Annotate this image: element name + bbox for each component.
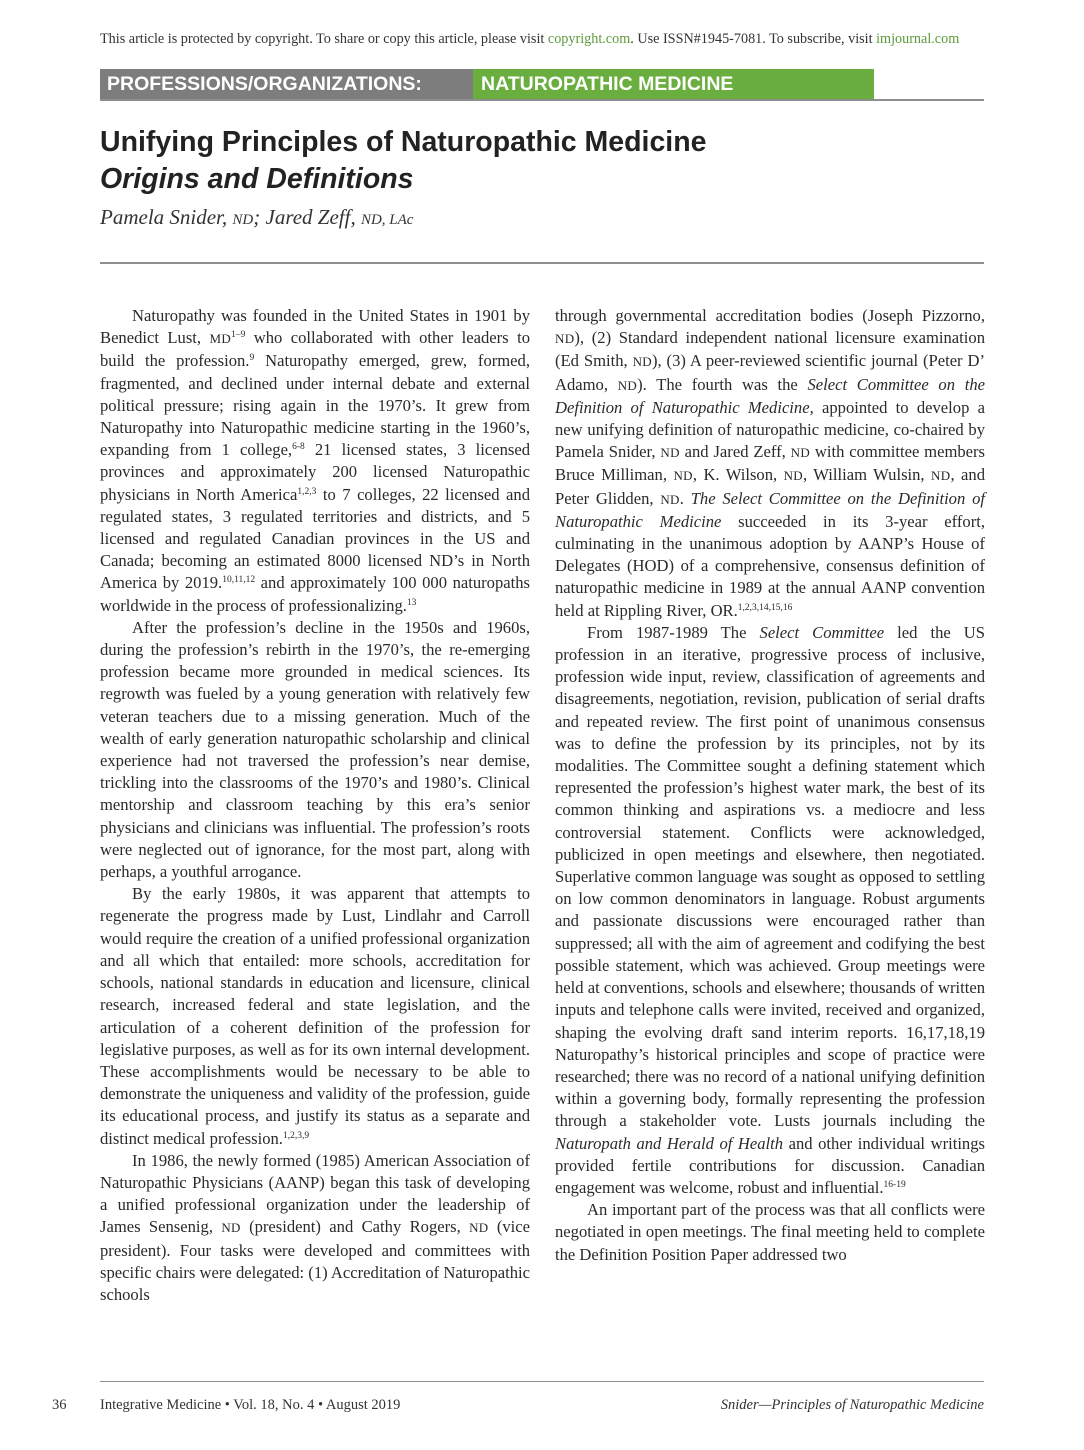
section-banner <box>100 69 984 101</box>
subscribe-link[interactable]: imjournal.com <box>876 31 960 47</box>
credential: MD <box>209 331 232 347</box>
credential: ND <box>660 445 680 461</box>
author-line <box>100 205 413 230</box>
text-run: 21 licensed states, 3 licensed provinces and approximately 200 licensed Naturopathic physicians in North America <box>100 440 530 504</box>
paragraph <box>100 305 530 617</box>
text-run: who collaborated with other leaders to build the profession. <box>100 328 530 371</box>
text-run: and other individual writings provided fertile contributions for discussion. Canadian engagement was welcome, robust and influential. <box>555 1133 985 1197</box>
emphasis: Select Committee <box>759 622 885 642</box>
text-run: and Jared Zeff, <box>679 442 791 462</box>
text-run: with committee members Bruce Milliman, <box>555 442 986 485</box>
citation: 1,2,3,14,15,16 <box>737 602 793 613</box>
citation: 16-19 <box>883 1179 906 1190</box>
paragraph <box>100 1150 530 1306</box>
copyright-link[interactable]: copyright.com <box>547 31 631 47</box>
citation: 1–9 <box>231 330 246 341</box>
paragraph <box>555 305 985 622</box>
citation: 10,11,12 <box>222 575 256 586</box>
text-run: Naturopathy was founded in the United States in 1901 by Benedict Lust, <box>100 306 530 348</box>
citation: 1,2,3,9 <box>282 1130 310 1141</box>
credential: ND <box>617 377 638 393</box>
credential: ND <box>790 445 811 461</box>
emphasis: The Select Committee on the Definition of Naturopathic Medicine <box>555 488 985 531</box>
citation: 13 <box>406 597 417 608</box>
credential: ND <box>221 1220 241 1236</box>
footer-divider <box>100 1381 984 1382</box>
copyright-notice <box>100 31 984 48</box>
right-column <box>555 305 985 1266</box>
credential: ND <box>632 354 652 370</box>
text-run: ), (3) A peer-reviewed scientific journal (Peter D’ Adamo, <box>555 351 985 394</box>
author-2: Jared Zeff, <box>265 205 361 229</box>
text-run: From 1987-1989 The <box>587 622 760 642</box>
text-run: Naturopathy emerged, grew, formed, fragmented, and declined under internal debate and external political pressure; rising again in the 1970’s. It grew from Naturopathy into Naturopathic medicine starting in the 1960’s, expanding from 1 college, <box>100 351 530 460</box>
author-1: Pamela Snider, <box>100 205 233 229</box>
paragraph <box>555 622 985 1199</box>
text-run: (vice president). Four tasks were developed and committees with specific chairs were delegated: (1) Accreditation of Naturopathic schools <box>100 1217 531 1304</box>
page-number: 36 <box>52 1397 67 1413</box>
credential: ND <box>931 468 951 484</box>
paragraph: After the profession’s decline in the 1950s and 1960s, during the profession’s rebirth in the 1970’s, the re-emerging profession became more grounded in medical sciences. Its regrowth was fueled by a young generation with relatively few veteran teachers due to a missing generation. Much of the wealth of early generation naturopathic scholarship and clinical experience had not traversed the profession’s near demise, trickling into the classrooms of the 1970’s and 1980’s. Clinical mentorship and classroom teaching by this era’s senior physicians and clinicians was influential. The profession’s roots were neglected out of ignorance, for the most part, along with perhaps, a youthful arrogance. <box>100 617 530 882</box>
header-divider <box>100 262 984 264</box>
emphasis: Naturopath and Herald of Health <box>555 1133 784 1153</box>
article-title: Unifying Principles of Naturopathic Medicine <box>100 126 707 158</box>
text-run: , K. Wilson, <box>692 465 784 485</box>
emphasis: Select Committee on the Definition of Naturopathic Medicine, <box>555 374 985 417</box>
author-2-credential: ND, LAc <box>360 212 414 228</box>
journal-info: Integrative Medicine • Vol. 18, No. 4 • August 2019 <box>100 1397 401 1413</box>
text-run: through governmental accreditation bodies (Joseph Pizzorno, <box>555 306 985 325</box>
text-run: ). The fourth was the <box>637 374 808 394</box>
credential: ND <box>783 468 803 484</box>
citation: 1,2,3 <box>297 486 317 497</box>
notice-text-2: . Use ISSN#1945-7081. To subscribe, visit <box>630 31 877 47</box>
author-separator: ; <box>253 205 266 229</box>
banner-category: PROFESSIONS/ORGANIZATIONS: <box>100 69 473 99</box>
text-run: led the US profession in an iterative, progressive process of inclusive, profession wide input, review, classification of agreements and disagreements, negotiation, revision, publication of serial drafts and repeated review. The first point of unanimous consensus was to define the profession by its principles, not by its modalities. The Committee sought a defining statement which represented the profession’s highest water mark, the best of its common thinking and aspirations vs. a mediocre and less controversial statement. Conflicts were acknowledged, publicized in open meetings and elsewhere, then negotiated. Superlative common language was sought as opposed to settling on low common denominators in language. Robust arguments and passionate discussions were encouraged rather than suppressed; all with the aim of agreement and codifying the best possible statement, which was achieved. Group meetings were held at conventions, schools and elsewhere; thousands of written inputs and telephone calls were invited, received and organized, shaping the evolving draft sand interim reports. 16,17,18,19 Naturopathy’s historical principles and scope of practice were researched; there was no record of a national unifying definition within a governing body, formally representing the profession through a stakeholder vote. Lusts journals including the <box>555 622 985 1131</box>
text-run: appointed to develop a new unifying definition of naturopathic medicine, co-chaired by Pamela Snider, <box>555 397 985 462</box>
paragraph <box>100 883 530 1149</box>
text-run: , and Peter Glidden, <box>555 465 985 508</box>
credential: ND <box>660 491 680 507</box>
credential: ND <box>555 331 575 347</box>
text-run: . <box>679 488 691 508</box>
text-run: ), (2) Standard independent national licensure examination (Ed Smith, <box>555 328 985 371</box>
text-run: (president) and Cathy Rogers, <box>240 1217 470 1237</box>
text-run: , William Wulsin, <box>803 465 932 485</box>
text-run: and approximately 100 000 naturopaths worldwide in the process of professionalizing. <box>100 573 530 615</box>
author-1-credential: ND <box>232 212 254 228</box>
credential: ND <box>469 1220 489 1236</box>
text-run: By the early 1980s, it was apparent that attempts to regenerate the progress made by Lust, Lindlahr and Carroll would require the creation of a unified professional organization and all which that entailed: more schools, accreditation for schools, national standards in education and licensure, clinical research, increased federal and state legislation, and the articulation of a coherent definition of the profession for legislative purposes, as well as for its own internal development. These accomplishments would be necessary to be able to demonstrate the uniqueness and validity of the profession, guide its educational process, and justify its status as a separate and distinct medical profession. <box>100 884 530 1148</box>
running-head: Snider—Principles of Naturopathic Medicine <box>720 1397 984 1413</box>
text-run: succeeded in its 3-year effort, culminating in the unanimous adoption by AANP’s House of Delegates (HOD) of a comprehensive, consensus definition of naturopathic medicine in 1989 at the annual AANP convention held at Rippling River, OR. <box>555 511 985 620</box>
notice-text-1: This article is protected by copyright. To share or copy this article, please visit <box>100 31 548 47</box>
citation: 6-8 <box>292 442 305 453</box>
credential: ND <box>673 468 693 484</box>
text-run: to 7 colleges, 22 licensed and regulated states, 3 regulated territories and districts, and 5 licensed and regulated Canadian provinces in the US and Canada; becoming an estimated 8000 licensed ND’s in North America by 2019. <box>100 484 530 593</box>
banner-topic: NATUROPATHIC MEDICINE <box>473 69 874 99</box>
article-subtitle: Origins and Definitions <box>100 163 414 195</box>
paragraph: An important part of the process was that all conflicts were negotiated in open meetings. The final meeting held to complete the Definition Position Paper addressed two <box>555 1200 985 1264</box>
citation: 9 <box>249 353 255 364</box>
text-run: In 1986, the newly formed (1985) American Association of Naturopathic Physicians (AANP) began this task of developing a unified professional organization under the leadership of James Sensenig, <box>100 1150 530 1237</box>
left-column <box>100 305 530 1306</box>
